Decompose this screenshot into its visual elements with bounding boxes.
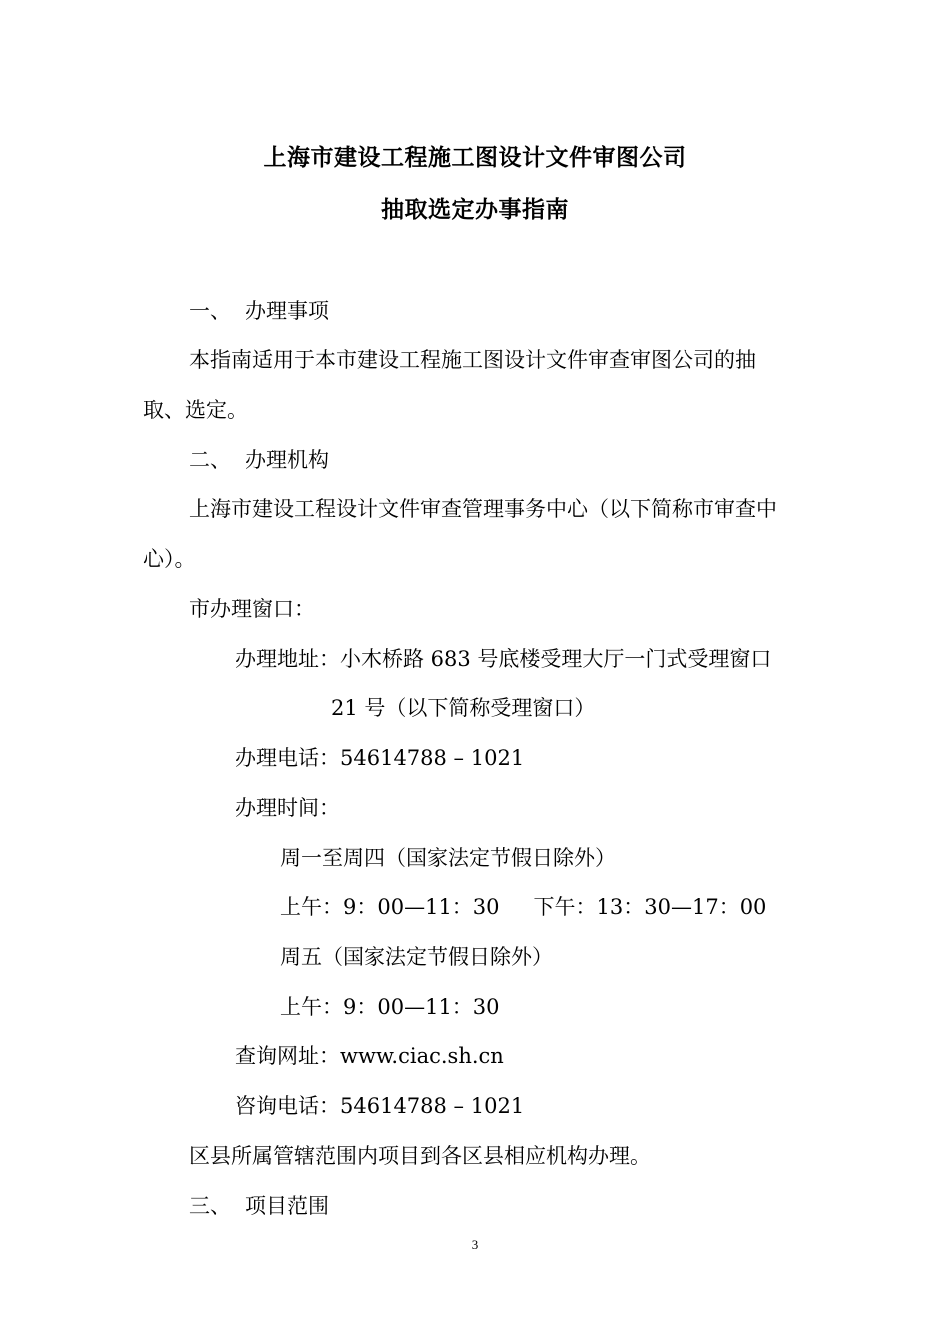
consult-phone: 咨询电话：54614788 – 1021 <box>235 1094 525 1118</box>
section-2-number: 二、 <box>189 448 231 472</box>
office-address-line-2: 21 号（以下简称受理窗口） <box>331 696 596 720</box>
hours-mon-thu-am: 上午：9：00—11：30 <box>280 895 500 919</box>
section-3-title: 项目范围 <box>245 1194 329 1218</box>
section-2-title: 办理机构 <box>245 448 329 472</box>
office-hours-label: 办理时间： <box>235 796 340 820</box>
document-title-line-1: 上海市建设工程施工图设计文件审图公司 <box>263 145 687 171</box>
office-address-line-1: 办理地址：小木桥路 683 号底楼受理大厅一门式受理窗口 <box>235 647 772 671</box>
hours-mon-thu-times <box>280 893 766 921</box>
hours-fri-label: 周五（国家法定节假日除外） <box>280 945 553 969</box>
hours-mon-thu-label: 周一至周四（国家法定节假日除外） <box>280 846 616 870</box>
city-window-label: 市办理窗口： <box>189 597 315 621</box>
website-line: 查询网址：www.ciac.sh.cn <box>235 1044 504 1068</box>
section-1-title: 办理事项 <box>245 299 329 323</box>
section-2-paragraph-line-2: 心）。 <box>143 547 196 571</box>
district-note: 区县所属管辖范围内项目到各区县相应机构办理。 <box>189 1144 651 1168</box>
section-3-heading <box>189 1192 329 1220</box>
hours-mon-thu-pm: 下午：13：30—17：00 <box>533 895 767 919</box>
section-3-number: 三、 <box>189 1194 231 1218</box>
office-phone: 办理电话：54614788 – 1021 <box>235 746 525 770</box>
section-1-heading <box>189 297 329 325</box>
hours-fri-am: 上午：9：00—11：30 <box>280 995 500 1019</box>
section-2-paragraph-line-1: 上海市建设工程设计文件审查管理事务中心（以下简称市审查中 <box>189 497 777 521</box>
section-1-number: 一、 <box>189 299 231 323</box>
section-1-paragraph-line-1: 本指南适用于本市建设工程施工图设计文件审查审图公司的抽 <box>189 348 756 372</box>
section-1-paragraph-line-2: 取、选定。 <box>143 398 248 422</box>
page-number: 3 <box>471 1237 479 1252</box>
document-title-line-2: 抽取选定办事指南 <box>381 197 569 223</box>
section-2-heading <box>189 446 329 474</box>
